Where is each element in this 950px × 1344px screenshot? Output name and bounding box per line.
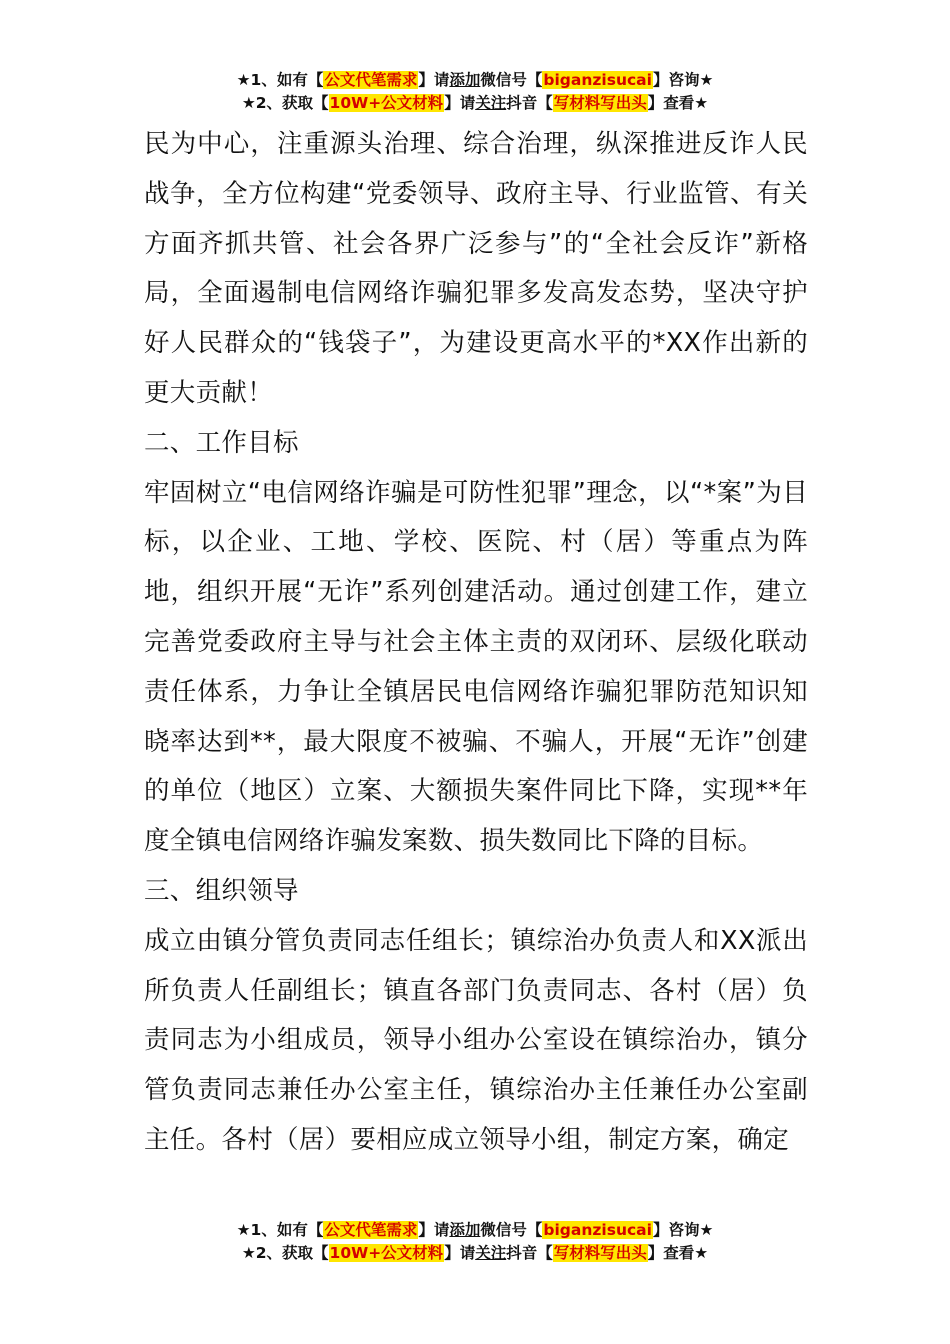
banner-douyin-id: 写材料写出头 <box>553 94 647 112</box>
banner-wechat-id: biganzisucai <box>543 71 652 89</box>
document-body <box>144 120 808 1166</box>
body-paragraph: 牢固树立“电信网络诈骗是可防性犯罪”理念，以“*案”为目标，以企业、工地、学校、医院、村（居）等重点为阵地，组织开展“无诈”系列创建活动。通过创建工作，建立完善党委政府主导与社会主体主责的双闭环、层级化联动责任体系，力争让全镇居民电信网络诈骗犯罪防范知识知晓率达到**，最大限度不被骗、不骗人，开展“无诈”创建的单位（地区）立案、大额损失案件同比下降，实现**年度全镇电信网络诈骗发案数、损失数同比下降的目标。 <box>144 477 808 857</box>
banner-highlight: 公文代笔需求 <box>324 1221 418 1239</box>
banner-line-1 <box>0 1219 950 1242</box>
header-banner <box>0 69 950 115</box>
banner-text: 】咨询★ <box>652 1221 714 1239</box>
banner-text: 抖音【 <box>506 94 553 112</box>
banner-highlight: 公文代笔需求 <box>324 71 418 89</box>
section-heading: 二、工作目标 <box>144 427 299 458</box>
banner-text: 】请 <box>444 1244 476 1262</box>
banner-text: 】咨询★ <box>652 71 714 89</box>
banner-highlight: 10W+公文材料 <box>329 94 444 112</box>
banner-text: 微信号【 <box>480 71 543 89</box>
banner-text: 】查看★ <box>647 94 709 112</box>
banner-text: 抖音【 <box>506 1244 553 1262</box>
body-paragraph: 民为中心，注重源头治理、综合治理，纵深推进反诈人民战争，全方位构建“党委领导、政府主导、行业监管、有关方面齐抓共管、社会各界广泛参与”的“全社会反诈”新格局，全面遏制电信网络诈骗犯罪多发高发态势，坚决守护好人民群众的“钱袋子”，为建设更高水平的*XX作出新的更大贡献！ <box>144 129 808 408</box>
banner-douyin-id: 写材料写出头 <box>553 1244 647 1262</box>
banner-text: ★1、如有【 <box>236 71 324 89</box>
banner-underlined: 关注 <box>475 1244 507 1262</box>
body-paragraph: 成立由镇分管负责同志任组长；镇综治办负责人和XX派出所负责人任副组长；镇直各部门负责同志、各村（居）负责同志为小组成员，领导小组办公室设在镇综治办，镇分管负责同志兼任办公室主任，镇综治办主任兼任办公室副主任。各村（居）要相应成立领导小组，制定方案，确定 <box>144 925 808 1155</box>
banner-line-1 <box>0 69 950 92</box>
banner-underlined: 添加 <box>449 1221 481 1239</box>
banner-highlight: 10W+公文材料 <box>329 1244 444 1262</box>
banner-text: 】请 <box>418 71 450 89</box>
banner-text: 】请 <box>418 1221 450 1239</box>
banner-text: ★1、如有【 <box>236 1221 324 1239</box>
banner-text: ★2、获取【 <box>241 94 329 112</box>
banner-underlined: 关注 <box>475 94 507 112</box>
banner-text: ★2、获取【 <box>241 1244 329 1262</box>
banner-line-2 <box>0 92 950 115</box>
banner-underlined: 添加 <box>449 71 481 89</box>
banner-text: 】查看★ <box>647 1244 709 1262</box>
banner-line-2 <box>0 1242 950 1265</box>
banner-text: 】请 <box>444 94 476 112</box>
banner-text: 微信号【 <box>480 1221 543 1239</box>
banner-wechat-id: biganzisucai <box>543 1221 652 1239</box>
footer-banner <box>0 1219 950 1265</box>
section-heading: 三、组织领导 <box>144 875 299 906</box>
